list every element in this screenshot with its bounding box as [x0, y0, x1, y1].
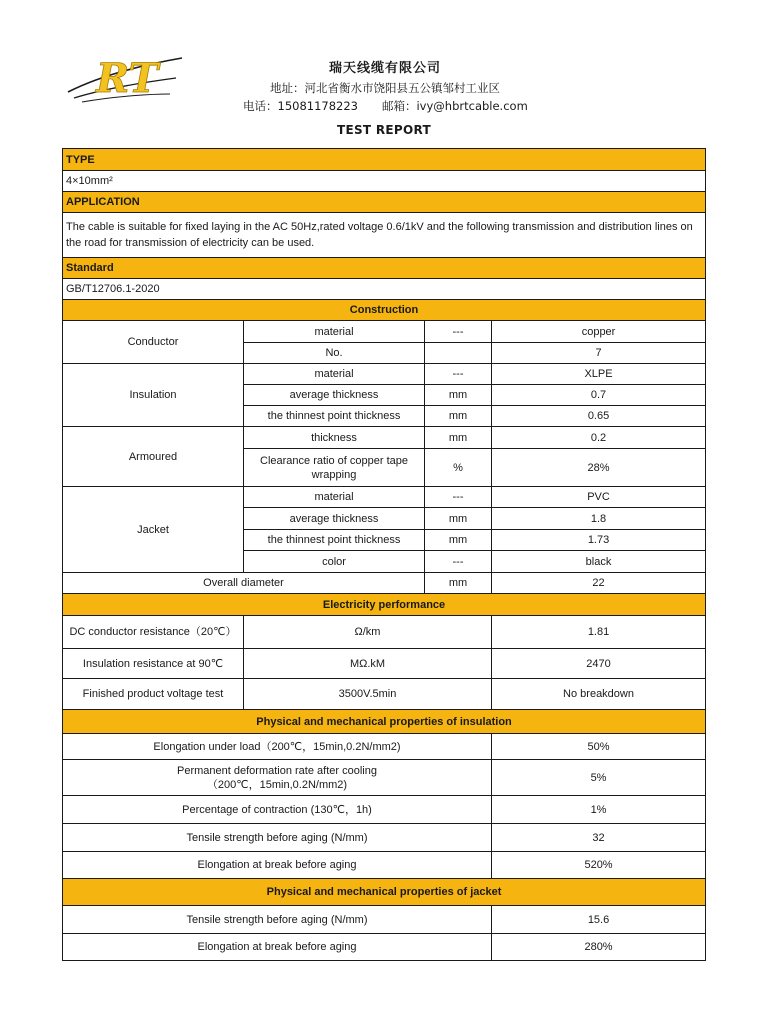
- item-cell: material: [244, 364, 425, 385]
- table-row: [63, 649, 706, 679]
- type-value-row: [63, 171, 706, 192]
- unit-cell: 3500V.5min: [244, 679, 492, 710]
- electricity-header-row: [63, 594, 706, 616]
- value-cell: 1.81: [492, 616, 706, 649]
- company-logo: [66, 48, 184, 104]
- type-value: 4×10mm²: [63, 171, 706, 192]
- item-cell: Elongation at break before aging: [63, 934, 492, 961]
- item-cell: material: [244, 321, 425, 343]
- table-row: [63, 427, 706, 449]
- group-conductor: Conductor: [63, 321, 244, 364]
- item-cell: Finished product voltage test: [63, 679, 244, 710]
- table-row: [63, 934, 706, 961]
- unit-cell: mm: [425, 530, 492, 551]
- unit-cell: mm: [425, 385, 492, 406]
- value-cell: 0.7: [492, 385, 706, 406]
- unit-cell: mm: [425, 573, 492, 594]
- item-cell: Tensile strength before aging (N/mm): [63, 824, 492, 852]
- item-cell: average thickness: [244, 508, 425, 530]
- insulation-props-header-row: [63, 710, 706, 734]
- application-value: The cable is suitable for fixed laying in the AC 50Hz,rated voltage 0.6/1kV and the following transmission and distribution lines on the road for transmission of electricity can be used.: [63, 213, 706, 258]
- table-row: [63, 487, 706, 508]
- unit-cell: mm: [425, 406, 492, 427]
- group-insulation: Insulation: [63, 364, 244, 427]
- group-armoured: Armoured: [63, 427, 244, 487]
- item-cell: Elongation at break before aging: [63, 852, 492, 879]
- company-email: 邮箱：ivy@hbrtcable.com: [381, 99, 528, 113]
- table-row: [63, 906, 706, 934]
- table-row: [63, 364, 706, 385]
- item-cell: the thinnest point thickness: [244, 406, 425, 427]
- unit-cell: [425, 343, 492, 364]
- application-label: APPLICATION: [63, 192, 706, 213]
- value-cell: black: [492, 551, 706, 573]
- value-cell: copper: [492, 321, 706, 343]
- value-cell: 2470: [492, 649, 706, 679]
- logo-text: RT: [96, 55, 159, 102]
- test-report-table: [62, 148, 706, 961]
- item-cell: Permanent deformation rate after cooling （200℃，15min,0.2N/mm2): [63, 760, 492, 796]
- unit-cell: ---: [425, 551, 492, 573]
- value-cell: 520%: [492, 852, 706, 879]
- unit-cell: MΩ.kM: [244, 649, 492, 679]
- unit-cell: ---: [425, 364, 492, 385]
- value-cell: 15.6: [492, 906, 706, 934]
- item-cell: Tensile strength before aging (N/mm): [63, 906, 492, 934]
- value-cell: 22: [492, 573, 706, 594]
- item-cell: DC conductor resistance（20℃）: [63, 616, 244, 649]
- unit-cell: %: [425, 449, 492, 487]
- value-cell: 50%: [492, 734, 706, 760]
- report-header: [0, 0, 768, 150]
- company-name: 瑞天线缆有限公司: [328, 61, 441, 76]
- standard-label: Standard: [63, 258, 706, 279]
- standard-header-row: [63, 258, 706, 279]
- unit-cell: mm: [425, 508, 492, 530]
- value-cell: 5%: [492, 760, 706, 796]
- item-cell: material: [244, 487, 425, 508]
- table-row: [63, 852, 706, 879]
- table-row: [63, 616, 706, 649]
- value-cell: 1.8: [492, 508, 706, 530]
- item-cell: Insulation resistance at 90℃: [63, 649, 244, 679]
- company-phone: 电话：15081178223: [243, 99, 358, 113]
- table-row: [63, 824, 706, 852]
- standard-value-row: [63, 279, 706, 300]
- unit-cell: ---: [425, 321, 492, 343]
- value-cell: 1.73: [492, 530, 706, 551]
- value-cell: 1%: [492, 796, 706, 824]
- group-jacket: Jacket: [63, 487, 244, 573]
- item-cell: Percentage of contraction (130℃，1h): [63, 796, 492, 824]
- construction-title: Construction: [63, 300, 706, 321]
- overall-diameter-label: Overall diameter: [63, 573, 425, 594]
- table-row: [63, 734, 706, 760]
- company-address: 地址：河北省衡水市饶阳县五公镇邹村工业区: [270, 81, 500, 95]
- table-row: [63, 573, 706, 594]
- unit-cell: mm: [425, 427, 492, 449]
- value-cell: 7: [492, 343, 706, 364]
- standard-value: GB/T12706.1-2020: [63, 279, 706, 300]
- value-cell: 28%: [492, 449, 706, 487]
- report-title: TEST REPORT: [336, 123, 431, 137]
- construction-header-row: [63, 300, 706, 321]
- item-cell: No.: [244, 343, 425, 364]
- type-label: TYPE: [63, 149, 706, 171]
- table-row: [63, 796, 706, 824]
- item-cell: the thinnest point thickness: [244, 530, 425, 551]
- item-cell: thickness: [244, 427, 425, 449]
- jacket-props-title: Physical and mechanical properties of jacket: [63, 879, 706, 906]
- value-cell: 32: [492, 824, 706, 852]
- item-cell: Clearance ratio of copper tape wrapping: [244, 449, 425, 487]
- unit-cell: ---: [425, 487, 492, 508]
- value-cell: 0.65: [492, 406, 706, 427]
- value-cell: No breakdown: [492, 679, 706, 710]
- table-row: [63, 679, 706, 710]
- application-value-row: [63, 213, 706, 258]
- table-row: [63, 321, 706, 343]
- value-cell: PVC: [492, 487, 706, 508]
- value-cell: 280%: [492, 934, 706, 961]
- value-cell: XLPE: [492, 364, 706, 385]
- unit-cell: Ω/km: [244, 616, 492, 649]
- application-header-row: [63, 192, 706, 213]
- table-row: [63, 760, 706, 796]
- electricity-title: Electricity performance: [63, 594, 706, 616]
- type-header-row: [63, 149, 706, 171]
- insulation-props-title: Physical and mechanical properties of insulation: [63, 710, 706, 734]
- value-cell: 0.2: [492, 427, 706, 449]
- item-cell: average thickness: [244, 385, 425, 406]
- company-contact: [243, 98, 533, 114]
- jacket-props-header-row: [63, 879, 706, 906]
- item-cell: color: [244, 551, 425, 573]
- item-cell: Elongation under load（200℃，15min,0.2N/mm2): [63, 734, 492, 760]
